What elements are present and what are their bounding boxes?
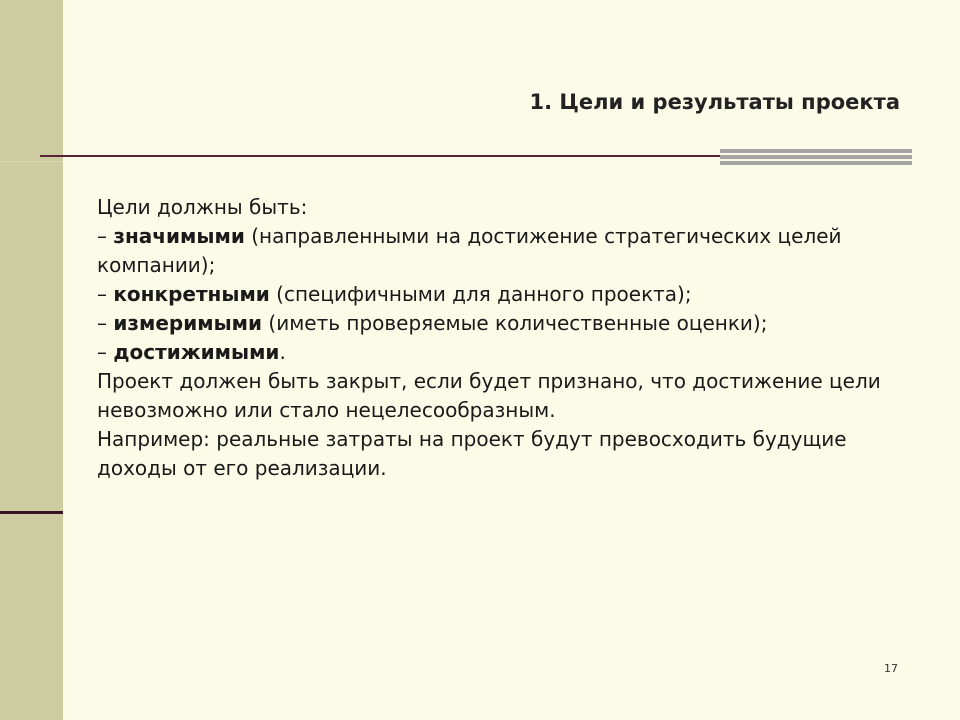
goal-dash: – xyxy=(97,282,114,306)
goal-term: конкретными xyxy=(113,282,270,306)
goal-description: . xyxy=(279,340,286,364)
left-sidebar-band xyxy=(0,0,63,720)
slide-title: 1. Цели и результаты проекта xyxy=(529,90,900,114)
intro-text: Цели должны быть: xyxy=(97,195,308,219)
goal-term: измеримыми xyxy=(113,311,263,335)
goal-item xyxy=(97,280,912,309)
goal-description: (специфичными для данного проекта); xyxy=(269,282,692,306)
closure-paragraph: Проект должен быть закрыт, если будет признано, что достижение цели невозможно или стало нецелесообразным. xyxy=(97,369,881,422)
goal-item xyxy=(97,338,912,367)
sidebar-divider xyxy=(0,161,63,162)
goal-description: (иметь проверяемые количественные оценки); xyxy=(262,311,768,335)
goal-term: значимыми xyxy=(113,224,245,248)
goal-item xyxy=(97,222,912,280)
goal-dash: – xyxy=(97,311,114,335)
page-number: 17 xyxy=(884,662,898,675)
example-paragraph: Например: реальные затраты на проект будут превосходить будущие доходы от его реализации. xyxy=(97,427,847,480)
slide-body xyxy=(97,193,912,483)
goal-dash: – xyxy=(97,224,114,248)
goal-description: (направленными на достижение стратегических целей компании); xyxy=(97,224,842,277)
title-gray-bar xyxy=(720,149,912,167)
goal-dash: – xyxy=(97,340,114,364)
sidebar-bottom-rule xyxy=(0,511,63,514)
goal-item xyxy=(97,309,912,338)
goal-term: достижимыми xyxy=(113,340,280,364)
